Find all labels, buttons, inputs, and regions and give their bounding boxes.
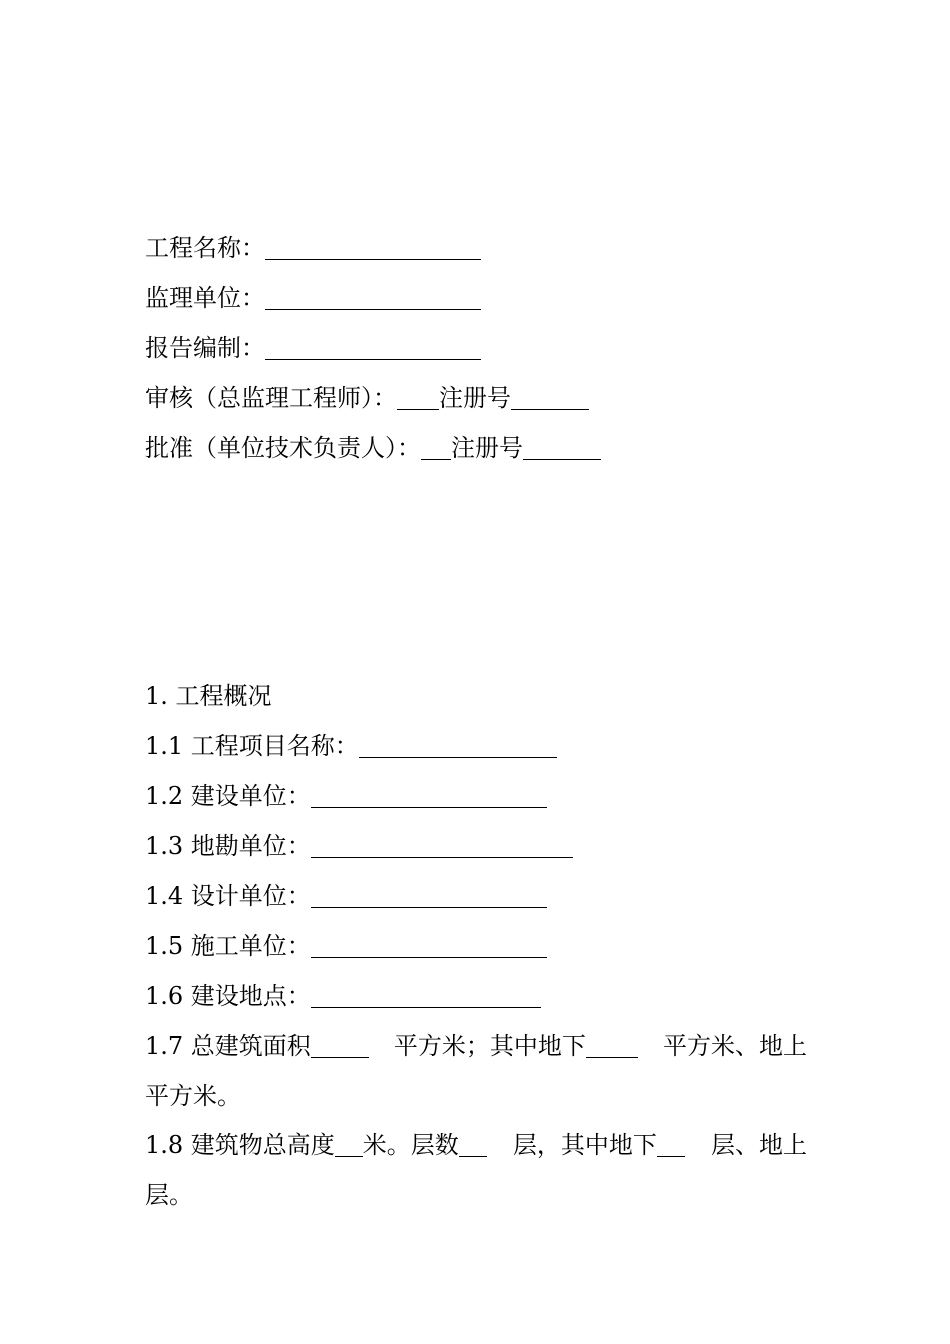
review-label: 审核（总监理工程师）：	[145, 384, 397, 412]
project-name-blank[interactable]	[265, 237, 481, 260]
review-signature-blank[interactable]	[397, 387, 439, 410]
section-1-title: 1. 工程概况	[145, 682, 272, 710]
approve-signature-blank[interactable]	[421, 437, 451, 460]
approve-row	[145, 433, 601, 463]
section-title	[145, 681, 272, 711]
item-1-7-part-b	[394, 1031, 638, 1061]
item-1-7-label-b: 平方米；其中地下	[393, 1032, 586, 1060]
item-1-1-blank[interactable]	[359, 735, 557, 758]
underground-area-blank[interactable]	[586, 1035, 638, 1058]
project-name-label: 工程名称：	[145, 234, 265, 262]
item-1-4-label: 1.4 设计单位：	[145, 882, 311, 910]
approve-label: 批准（单位技术负责人）：	[145, 434, 421, 462]
report-author-row	[145, 333, 481, 363]
item-1-6-label: 1.6 建设地点：	[145, 982, 311, 1010]
underground-floors-blank[interactable]	[657, 1134, 685, 1157]
item-1-7-part-a	[145, 1031, 369, 1061]
supervision-unit-row	[145, 283, 481, 313]
item-1-8-label-d: 层、地上	[710, 1131, 807, 1159]
item-1-7-row	[145, 1031, 807, 1061]
item-1-1-row	[145, 731, 557, 761]
item-1-8-label-a: 1.8 建筑物总高度	[145, 1131, 335, 1159]
item-1-2-blank[interactable]	[311, 785, 547, 808]
item-1-7-label-c: 平方米、地上	[662, 1032, 807, 1060]
item-1-4-blank[interactable]	[311, 885, 547, 908]
item-1-2-row	[145, 781, 547, 811]
item-1-8-label-c: 层，其中地下	[512, 1131, 657, 1159]
review-reg-label: 注册号	[439, 384, 511, 412]
item-1-5-row	[145, 931, 547, 961]
item-1-8-part-b	[513, 1130, 685, 1160]
item-1-2-label: 1.2 建设单位：	[145, 782, 311, 810]
item-1-1-label: 1.1 工程项目名称：	[145, 732, 359, 760]
item-1-8-continued	[145, 1180, 193, 1210]
floor-count-blank[interactable]	[459, 1134, 487, 1157]
supervision-unit-label: 监理单位：	[145, 284, 265, 312]
item-1-3-label: 1.3 地勘单位：	[145, 832, 311, 860]
report-author-blank[interactable]	[265, 337, 481, 360]
item-1-5-label: 1.5 施工单位：	[145, 932, 311, 960]
item-1-3-row	[145, 831, 573, 861]
item-1-6-row	[145, 981, 541, 1011]
item-1-3-blank[interactable]	[311, 835, 573, 858]
item-1-4-row	[145, 881, 547, 911]
report-author-label: 报告编制：	[145, 334, 265, 362]
review-row	[145, 383, 589, 413]
item-1-8-label-e: 层。	[145, 1181, 193, 1209]
approve-reg-blank[interactable]	[523, 437, 601, 460]
item-1-8-row	[145, 1130, 807, 1160]
item-1-6-blank[interactable]	[311, 985, 541, 1008]
project-name-row	[145, 233, 481, 263]
approve-reg-label: 注册号	[451, 434, 523, 462]
item-1-7-label-d: 平方米。	[145, 1082, 241, 1110]
total-area-blank[interactable]	[311, 1035, 369, 1058]
item-1-7-continued	[145, 1081, 241, 1111]
total-height-blank[interactable]	[335, 1134, 363, 1157]
item-1-5-blank[interactable]	[311, 935, 547, 958]
review-reg-blank[interactable]	[511, 387, 589, 410]
item-1-7-label-a: 1.7 总建筑面积	[145, 1032, 311, 1060]
item-1-8-part-a	[145, 1130, 487, 1160]
item-1-8-label-b: 米。层数	[362, 1131, 459, 1159]
supervision-unit-blank[interactable]	[265, 287, 481, 310]
